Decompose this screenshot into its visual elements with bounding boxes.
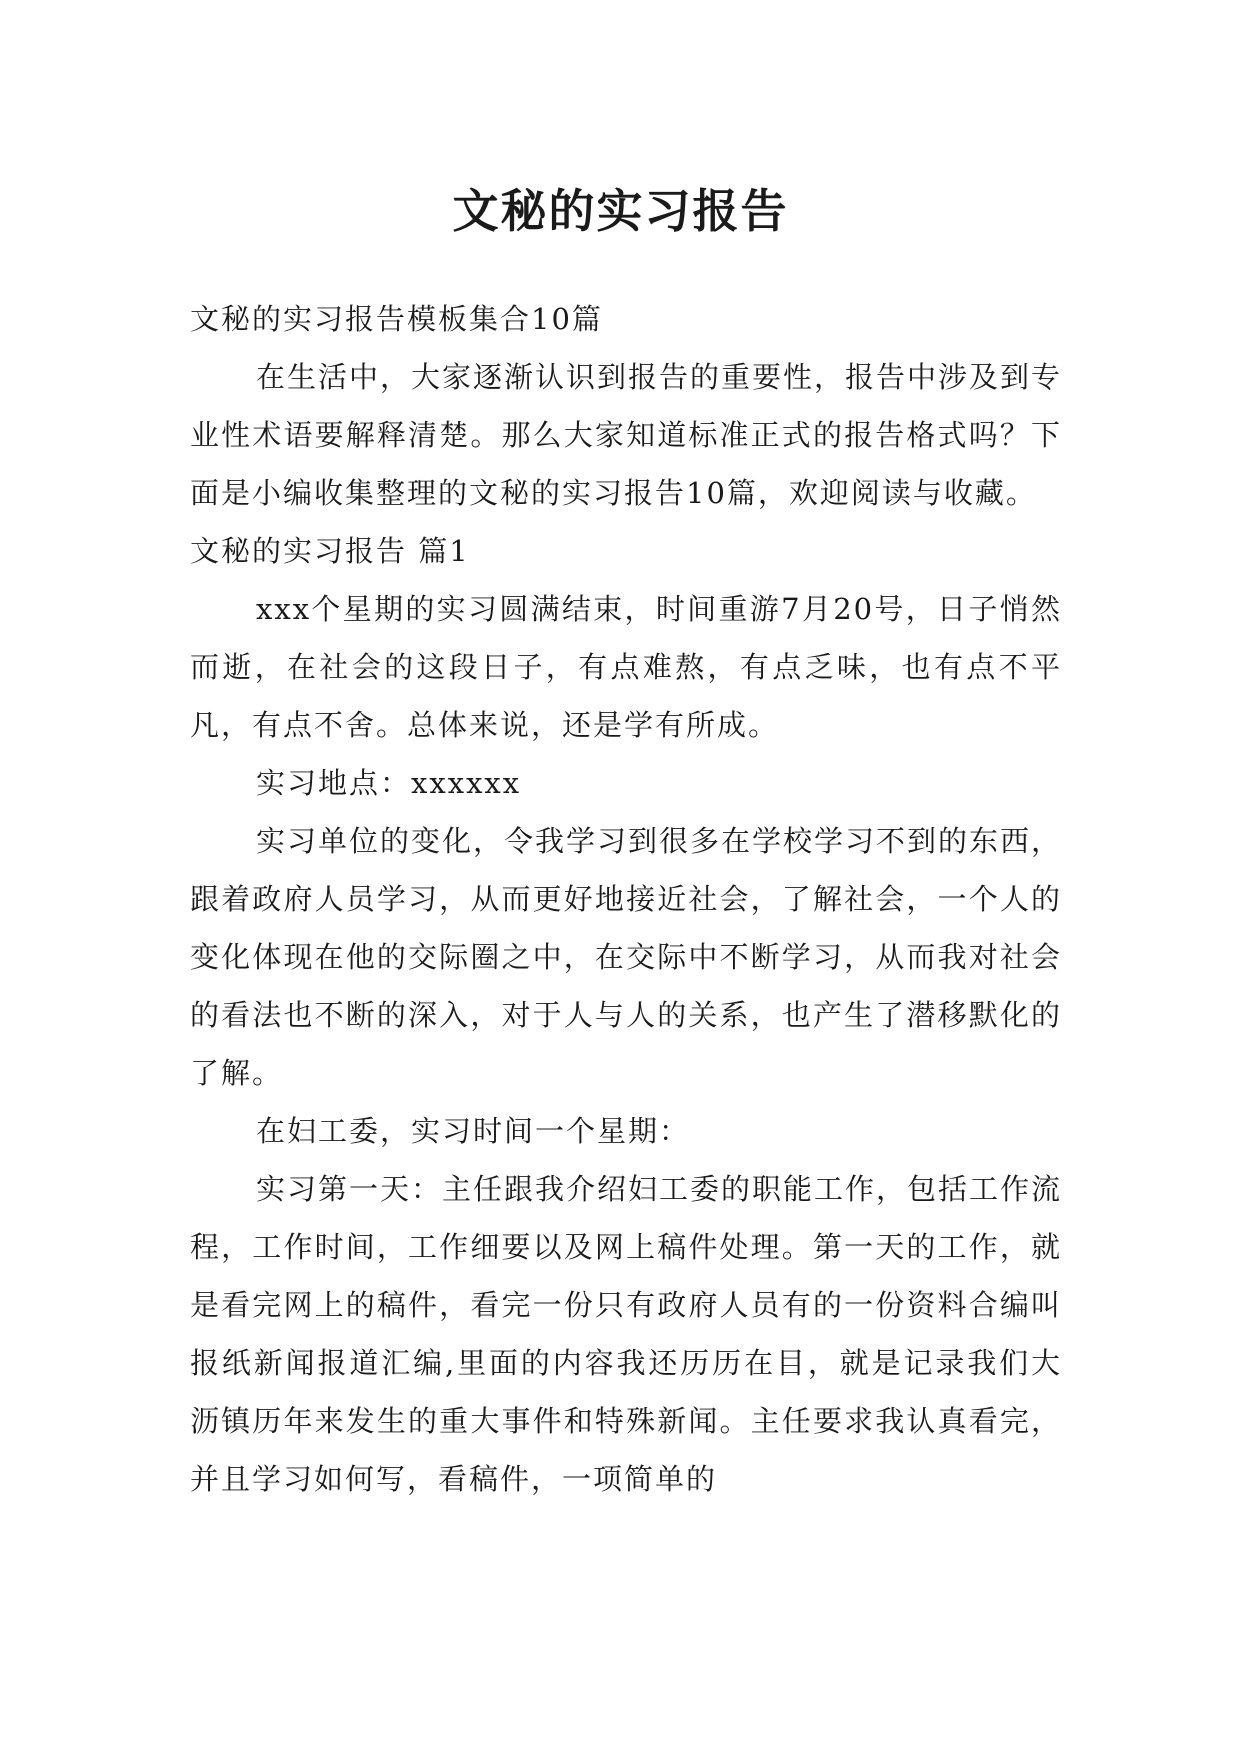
body-paragraph: 实习第一天：主任跟我介绍妇工委的职能工作，包括工作流程，工作时间，工作细要以及网上稿件处理。第一天的工作，就是看完网上的稿件，看完一份只有政府人员有的一份资料合编叫报纸新闻报道汇编,里面的内容我还历历在目，就是记录我们大沥镇历年来发生的重大事件和特殊新闻。主任要求我认真看完，并且学习如何写，看稿件，一项简单的 <box>190 1172 1063 1496</box>
document-title: 文秘的实习报告 <box>452 183 789 238</box>
intro-paragraph: 在生活中，大家逐渐认识到报告的重要性，报告中涉及到专业性术语要解释清楚。那么大家知道标准正式的报告格式吗？下面是小编收集整理的文秘的实习报告10篇，欢迎阅读与收藏。 <box>190 360 1063 510</box>
body-paragraph: xxx个星期的实习圆满结束，时间重游7月20号，日子悄然而逝，在社会的这段日子，有点难熬，有点乏味，也有点不平凡，有点不舍。总体来说，还是学有所成。 <box>190 592 1062 742</box>
body-paragraph: 实习地点：xxxxxx <box>256 766 522 800</box>
body-paragraph: 实习单位的变化，令我学习到很多在学校学习不到的东西，跟着政府人员学习，从而更好地接近社会，了解社会，一个人的变化体现在他的交际圈之中，在交际中不断学习，从而我对社会的看法也不断的深入，对于人与人的关系，也产生了潜移默化的了解。 <box>190 824 1063 1090</box>
subtitle-line: 文秘的实习报告模板集合10篇 <box>190 302 603 336</box>
section-heading: 文秘的实习报告 篇1 <box>190 534 470 568</box>
document-body <box>190 290 1062 1508</box>
body-paragraph: 在妇工委，实习时间一个星期： <box>256 1114 691 1148</box>
